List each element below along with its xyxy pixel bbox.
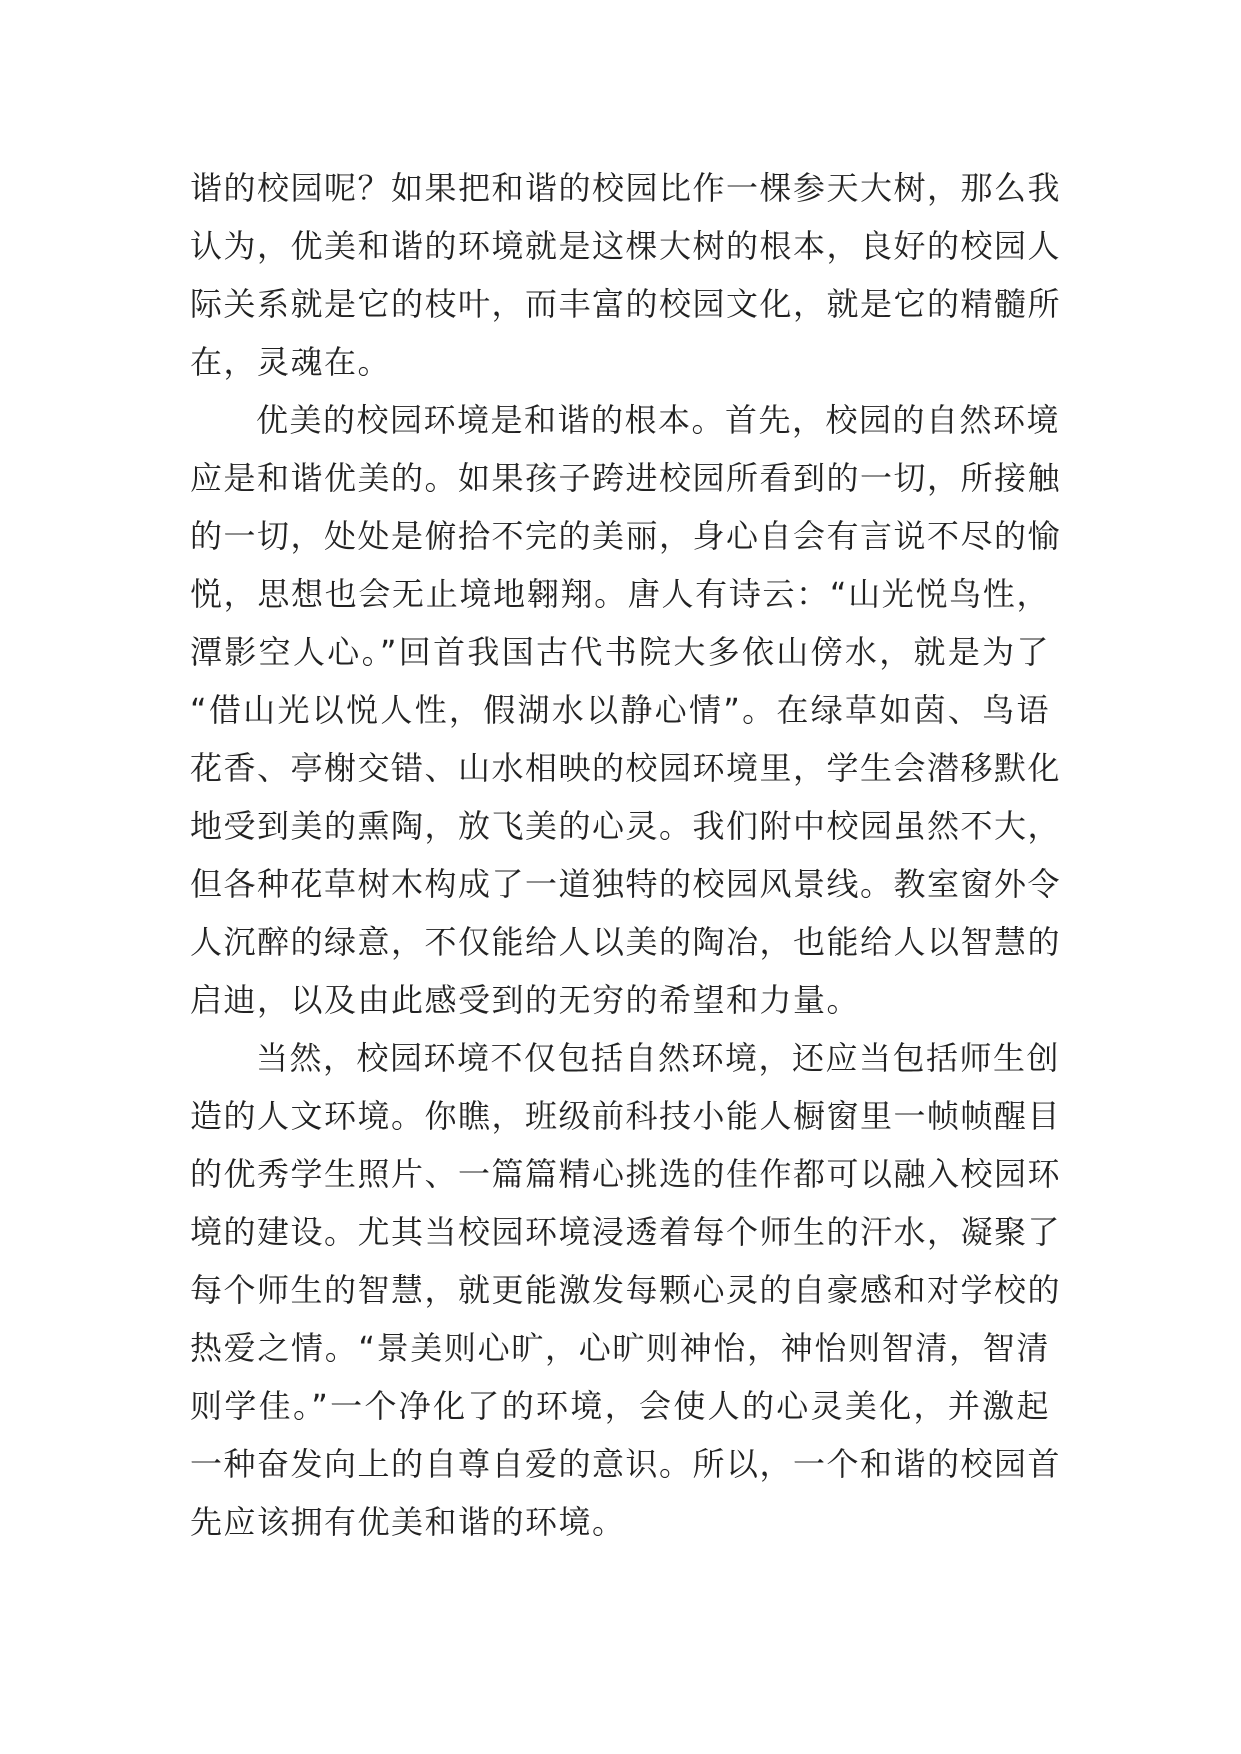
text-line: 花香、亭榭交错、山水相映的校园环境里，学生会潜移默化 (190, 749, 1062, 787)
text-line: 的优秀学生照片、一篇篇精心挑选的佳作都可以融入校园环 (190, 1155, 1062, 1193)
text-line: 谐的校园呢？如果把和谐的校园比作一棵参天大树，那么我 (190, 169, 1062, 207)
text-line: 每个师生的智慧，就更能激发每颗心灵的自豪感和对学校的 (190, 1271, 1062, 1309)
text-line: 地受到美的熏陶，放飞美的心灵。我们附中校园虽然不大， (190, 807, 1062, 845)
text-line: 的一切，处处是俯拾不完的美丽，身心自会有言说不尽的愉 (190, 517, 1062, 555)
text-line: 认为，优美和谐的环境就是这棵大树的根本，良好的校园人 (190, 227, 1062, 265)
text-line: 潭影空人心。”回首我国古代书院大多依山傍水，就是为了 (190, 633, 1050, 671)
text-line: 先应该拥有优美和谐的环境。 (190, 1503, 626, 1541)
text-line: 在，灵魂在。 (190, 343, 392, 381)
text-line: 但各种花草树木构成了一道独特的校园风景线。教室窗外令 (190, 865, 1062, 903)
text-line: 当然，校园环境不仅包括自然环境，还应当包括师生创 (256, 1039, 1061, 1077)
text-line: 悦，思想也会无止境地翱翔。唐人有诗云：“山光悦鸟性， (190, 575, 1050, 613)
text-line: 应是和谐优美的。如果孩子跨进校园所看到的一切，所接触 (190, 459, 1062, 497)
text-line: “借山光以悦人性，假湖水以静心情”。在绿草如茵、鸟语 (190, 691, 1050, 729)
text-line: 则学佳。”一个净化了的环境，会使人的心灵美化，并激起 (190, 1387, 1050, 1425)
text-line: 热爱之情。“景美则心旷，心旷则神怡，神怡则智清，智清 (190, 1329, 1050, 1367)
body-text (190, 159, 1062, 1551)
text-line: 境的建设。尤其当校园环境浸透着每个师生的汗水，凝聚了 (190, 1213, 1062, 1251)
text-line: 启迪，以及由此感受到的无穷的希望和力量。 (190, 981, 861, 1019)
text-line: 际关系就是它的枝叶，而丰富的校园文化，就是它的精髓所 (190, 285, 1062, 323)
text-line: 优美的校园环境是和谐的根本。首先，校园的自然环境 (256, 401, 1061, 439)
text-line: 一种奋发向上的自尊自爱的意识。所以，一个和谐的校园首 (190, 1445, 1062, 1483)
text-line: 人沉醉的绿意，不仅能给人以美的陶冶，也能给人以智慧的 (190, 923, 1062, 961)
text-line: 造的人文环境。你瞧，班级前科技小能人橱窗里一帧帧醒目 (190, 1097, 1062, 1135)
